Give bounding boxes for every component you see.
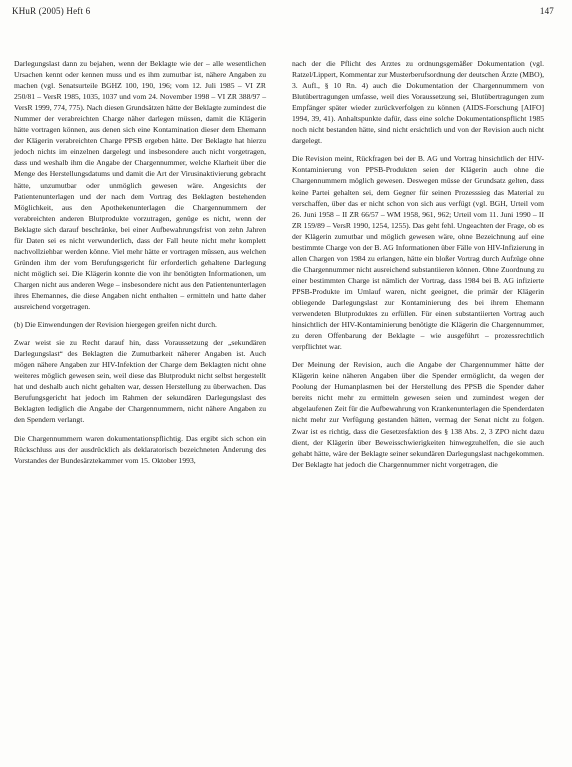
paragraph: Zwar weist sie zu Recht darauf hin, dass Voraussetzung der „sekundären Darlegungslast“ des Beklagten die Zumutbarkeit näherer Angaben ist. Auch mögen nähere Angaben zur HIV-Infektion der Charge dem Beklagten nicht ohne weiteres möglich gewesen sein, weil diese das Blutprodukt nicht selbst hergestellt hat und deshalb auch nicht gehalten war, dessen Herstellung zu überwachen. Das Berufungsgericht hat jedoch im Rahmen der sekundären Darlegungslast des Beklagten lediglich die Angabe der Chargennummern, nicht nähere Angaben zu den Spendern verlangt. <box>14 338 266 425</box>
page-number: 147 <box>539 6 554 16</box>
paragraph: Die Revision meint, Rückfragen bei der B. AG und Vortrag hinsichtlich der HIV-Kontaminierung von PPSB-Produkten seien der Klägerin auch ohne die Chargennummern möglich gewesen. Deswegen müsse der Grundsatz gelten, dass keine Partei gehalten sei, dem Gegner für seinen Prozesssieg das Material zu verschaffen, über das er nicht schon von sich aus verfügt (vgl. BGH, Urteil vom 26. Juni 1958 – II ZR 66/57 – WM 1958, 961, 962; Urteil vom 11. Juni 1990 – II ZR 159/89 – VersR 1990, 1254, 1255). Das geht fehl. Ungeachten der Frage, ob es der Klägerin zumutbar und möglich gewesen wäre, ohne Bezeichnung auf eine bestimmte Charge von der B. AG Informationen über Fälle von HIV-Infizierung in allen Chargen von 1984 zu erlangen, hätte ein bloßer Vortrag durch Aufzüge ohne die Chargennummer nicht ausreichend substantiieren können. Ohne Zuordnung zu einer bestimmten Charge ist nämlich der Vortrag, dass 1984 bei B. AG infizierte PPSB-Produkte im Umlauf waren, nicht geeignet, die primär der Klägerin obliegende Darlegungslast zur Kontaminierung des bei ihrem Ehemann verwendeten Blutproduktes zu erfüllen. Für einen substantiierten Vortrag auch hinsichtlich der HIV-Kontaminierung benötigte die Klägerin die Chargennummer, zu deren Offenbarung der Beklagte – wie ausgeführt – prozessrechtlich verpflichtet war. <box>292 154 544 352</box>
paragraph: Darlegungslast dann zu bejahen, wenn der Beklagte wie der – alle wesentlichen Ursachen kennt oder kennen muss und es ihm zumutbar ist, nähere Angaben zu machen (vgl. Senatsurteile BGHZ 100, 190, 196; vom 12. Juli 1985 – VI ZR 250/81 – VersR 1985, 1035, 1037 und vom 24. November 1998 – VI ZR 388/97 – VersR 1999, 774, 775). Nach diesen Grundsätzen hätte der Beklagte zumindest die Nummer der verabreichten Charge näher darlegen müssen, damit die Klägerin hätte vortragen können, aus denen sich eine Kontamination dieser dem Ehemann der Klägerin verabreichten Charge PPSB ergeben hätte. Der Beklagte hat hierzu jedoch nichts im einzelnen dargelegt und insbesondere auch nicht vorgetragen, dass und weshalb ihm die Angabe der Chargennummer, welche Klarheit über die Menge des Herstellungsdatums und damit die Art der Virusinaktivierung gebracht hätte, unzumutbar oder unmöglich gewesen wäre. Angesichts der Patientenunterlagen und der nach dem Vortrag des Beklagten bestehenden Möglichkeit, aus den Apothekenunterlagen die Chargennummern der verabreichten anderen Blutprodukte vorzutragen, genüge es nicht, wenn der Beklagte sich darauf beschränke, bei einer Aufbewahrungsfrist von zehn Jahren für Daten sei es nicht verwunderlich, dass der Fall heute nicht mehr komplett nachvollziehbar werden könne. Viel mehr hätte er vortragen müssen, aus welchen Gründen ihm der vom Berufungsgericht für erforderlich gehaltene Darlegung nicht möglich sei. Die Klägerin konnte die von ihr benötigten Informationen, um Chargen nicht aus anderen Wege – insbesondere nicht aus den Patientenunterlagen ihres Ehemannes, die diese Angaben nicht enthalten – ermitteln und hatte daher ausreichend vorgetragen. <box>14 59 266 312</box>
running-header <box>12 6 554 20</box>
paragraph: Die Chargennummern waren dokumentationspflichtig. Das ergibt sich schon ein Rückschluss aus der ausdrücklich als deklaratorisch bezeichneten Änderung des Vorstandes der Bundesärztekammer vom 15. Oktober 1993, <box>14 433 266 465</box>
paragraph: nach der die Pflicht des Arztes zu ordnungsgemäßer Dokumentation (vgl. Ratzel/Lippert, Kommentar zur Musterberufsordnung der deutschen Ärzte (MBO), 3. Aufl., § 10 Rn. 4) auch die Dokumentation der Chargennummern von Blutübertragungen umfasse, weil dies Voraussetzung sei, Blutübertragungen zum Empfänger später wieder zurückverfolgen zu können (AIDS-Forschung [AIFO] 1994, 39, 41). Anhaltspunkte dafür, dass eine solche Dokumentationspflicht 1985 noch nicht bestanden hätte, sind nicht ersichtlich und von der Revision auch nicht dargelegt. <box>292 59 544 146</box>
journal-citation: KHuR (2005) Heft 6 <box>12 6 91 16</box>
left-column <box>14 58 266 473</box>
right-column <box>292 58 544 477</box>
paragraph: Der Meinung der Revision, auch die Angabe der Chargennummer hätte der Klägerin keine näheren Angaben über die Spender ermöglicht, da wegen der Poolung der Humanplasmen bei der Herstellung des PPSB die Spender daher bereits nicht mehr zu ermitteln gewesen seien und zumindest wegen der abgelaufenen Zeit für die Aufbewahrung von Krankenunterlagen die Spenderdaten nicht mehr zur Verfügung gestanden hätten, vermag der Senat nicht zu folgen. Zwar ist es richtig, dass die Gesetzesfaktion des § 138 Abs. 2, 3 ZPO nicht dazu dient, der Klägerin über Beweisschwierigkeiten hinwegzuhelfen, die sie auch gehabt hätte, wäre der Beklagte seiner sekundären Darlegungslast nachgekommen. Der Beklagte hat jedoch die Chargennummer nicht vorgetragen, die <box>292 360 544 469</box>
paragraph: (b) Die Einwendungen der Revision hiergegen greifen nicht durch. <box>14 320 217 330</box>
